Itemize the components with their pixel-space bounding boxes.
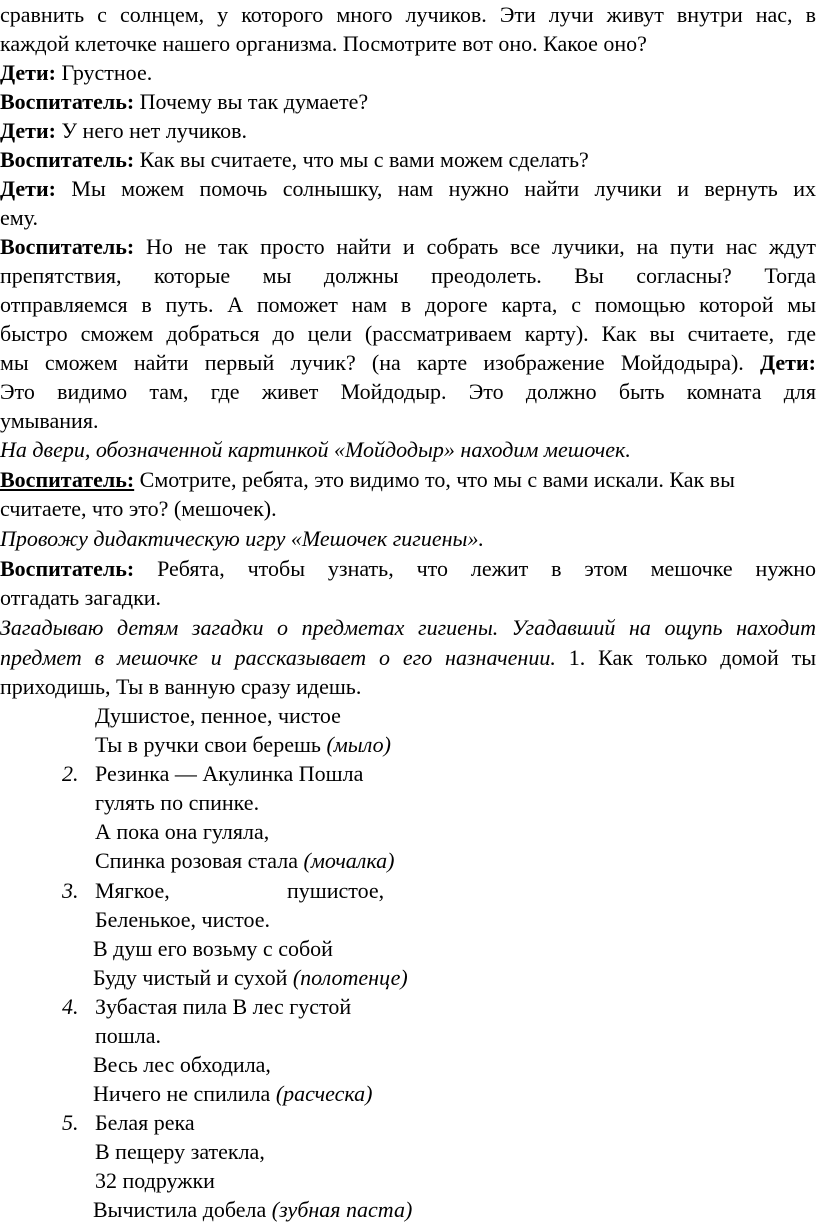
speaker-label: Дети: bbox=[0, 60, 56, 85]
speaker-label: Воспитатель: bbox=[0, 467, 135, 492]
list-number: 3. bbox=[62, 878, 79, 903]
riddle-line: Спинка розовая стала (мочалка) bbox=[95, 848, 395, 873]
riddle-line: Ничего не спилила (расческа) bbox=[93, 1081, 373, 1106]
speaker-label: Воспитатель: bbox=[0, 147, 135, 172]
riddle-line: Душистое, пенное, чистое bbox=[95, 703, 341, 728]
stage-direction: Загадываю детям загадки о предметах гигиены. Угадавший на ощупь находит bbox=[0, 615, 816, 640]
paragraph-line: предмет в мешочке и рассказывает о его назначении. 1. Как только домой ты bbox=[0, 645, 816, 670]
dialogue-line: Воспитатель: Как вы считаете, что мы с вами можем сделать? bbox=[0, 147, 589, 172]
riddle-line: пушистое, bbox=[287, 878, 385, 903]
speaker-label: Воспитатель: bbox=[0, 234, 135, 259]
list-number: 5. bbox=[62, 1110, 79, 1135]
riddle-answer: (зубная паста) bbox=[271, 1197, 413, 1222]
riddle-line: Вычистила добела (зубная паста) bbox=[93, 1197, 413, 1222]
riddle-line: Белая река bbox=[95, 1110, 195, 1135]
riddle-line: В душ его возьму с собой bbox=[93, 936, 333, 961]
dialogue-line: Воспитатель: Смотрите, ребята, это видимо то, что мы с вами искали. Как вы bbox=[0, 467, 735, 492]
riddle-line: Ты в ручки свои берешь (мыло) bbox=[95, 732, 391, 757]
paragraph-line: сравнить с солнцем, у которого много лучиков. Эти лучи живут внутри нас, в bbox=[0, 2, 816, 27]
paragraph-line: каждой клеточке нашего организма. Посмотрите вот оно. Какое оно? bbox=[0, 31, 647, 56]
dialogue-line: Дети: У него нет лучиков. bbox=[0, 118, 248, 143]
dialogue-line: Воспитатель: Но не так просто найти и собрать все лучики, на пути нас ждут bbox=[0, 234, 816, 259]
paragraph-line: отгадать загадки. bbox=[0, 585, 162, 610]
stage-direction: На двери, обозначенной картинкой «Мойдодыр» находим мешочек. bbox=[0, 437, 631, 462]
speaker-label: Дети: bbox=[760, 350, 816, 375]
paragraph-line: умывания. bbox=[0, 408, 99, 433]
riddle-answer: (мочалка) bbox=[303, 848, 395, 873]
riddle-answer: (мыло) bbox=[326, 732, 391, 757]
riddle-line: пошла. bbox=[95, 1023, 161, 1048]
riddle-line: А пока она гуляла, bbox=[95, 819, 270, 844]
riddle-line: Зубастая пила В лес густой bbox=[95, 994, 352, 1019]
riddle-line: В пещеру затекла, bbox=[95, 1139, 265, 1164]
dialogue-line: Воспитатель: Ребята, чтобы узнать, что лежит в этом мешочке нужно bbox=[0, 556, 816, 581]
list-number: 4. bbox=[62, 994, 79, 1019]
riddle-answer: (полотенце) bbox=[292, 965, 408, 990]
speaker-label: Воспитатель: bbox=[0, 556, 135, 581]
paragraph-line: считаете, что это? (мешочек). bbox=[0, 496, 277, 521]
paragraph-line: ему. bbox=[0, 205, 38, 230]
dialogue-line: Воспитатель: Почему вы так думаете? bbox=[0, 89, 369, 114]
riddle-line: Весь лес обходила, bbox=[93, 1052, 271, 1077]
riddle-line: Буду чистый и сухой (полотенце) bbox=[93, 965, 408, 990]
riddle-line: Мягкое, bbox=[95, 878, 170, 903]
paragraph-line: приходишь, Ты в ванную сразу идешь. bbox=[0, 674, 362, 699]
speaker-label: Дети: bbox=[0, 118, 56, 143]
riddle-line: гулять по спинке. bbox=[95, 790, 260, 815]
list-number: 2. bbox=[62, 761, 79, 786]
paragraph-line: отправляемся в путь. А поможет нам в дороге карта, с помощью которой мы bbox=[0, 292, 816, 317]
dialogue-line: Дети: Мы можем помочь солнышку, нам нужно найти лучики и вернуть их bbox=[0, 176, 816, 201]
riddle-line: 32 подружки bbox=[95, 1168, 215, 1193]
riddle-line: Беленькое, чистое. bbox=[95, 907, 271, 932]
riddle-answer: (расческа) bbox=[275, 1081, 373, 1106]
stage-direction: Провожу дидактическую игру «Мешочек гигиены». bbox=[0, 526, 484, 551]
paragraph-line: быстро сможем добраться до цели (рассматриваем карту). Как вы считаете, где bbox=[0, 321, 816, 346]
paragraph-line: Это видимо там, где живет Мойдодыр. Это должно быть комната для bbox=[0, 379, 816, 404]
riddle-line: Резинка — Акулинка Пошла bbox=[95, 761, 364, 786]
paragraph-line: мы сможем найти первый лучик? (на карте изображение Мойдодыра). Дети: bbox=[0, 350, 816, 375]
paragraph-line: препятствия, которые мы должны преодолеть. Вы согласны? Тогда bbox=[0, 263, 816, 288]
speaker-label: Воспитатель: bbox=[0, 89, 135, 114]
dialogue-line: Дети: Грустное. bbox=[0, 60, 153, 85]
speaker-label: Дети: bbox=[0, 176, 56, 201]
